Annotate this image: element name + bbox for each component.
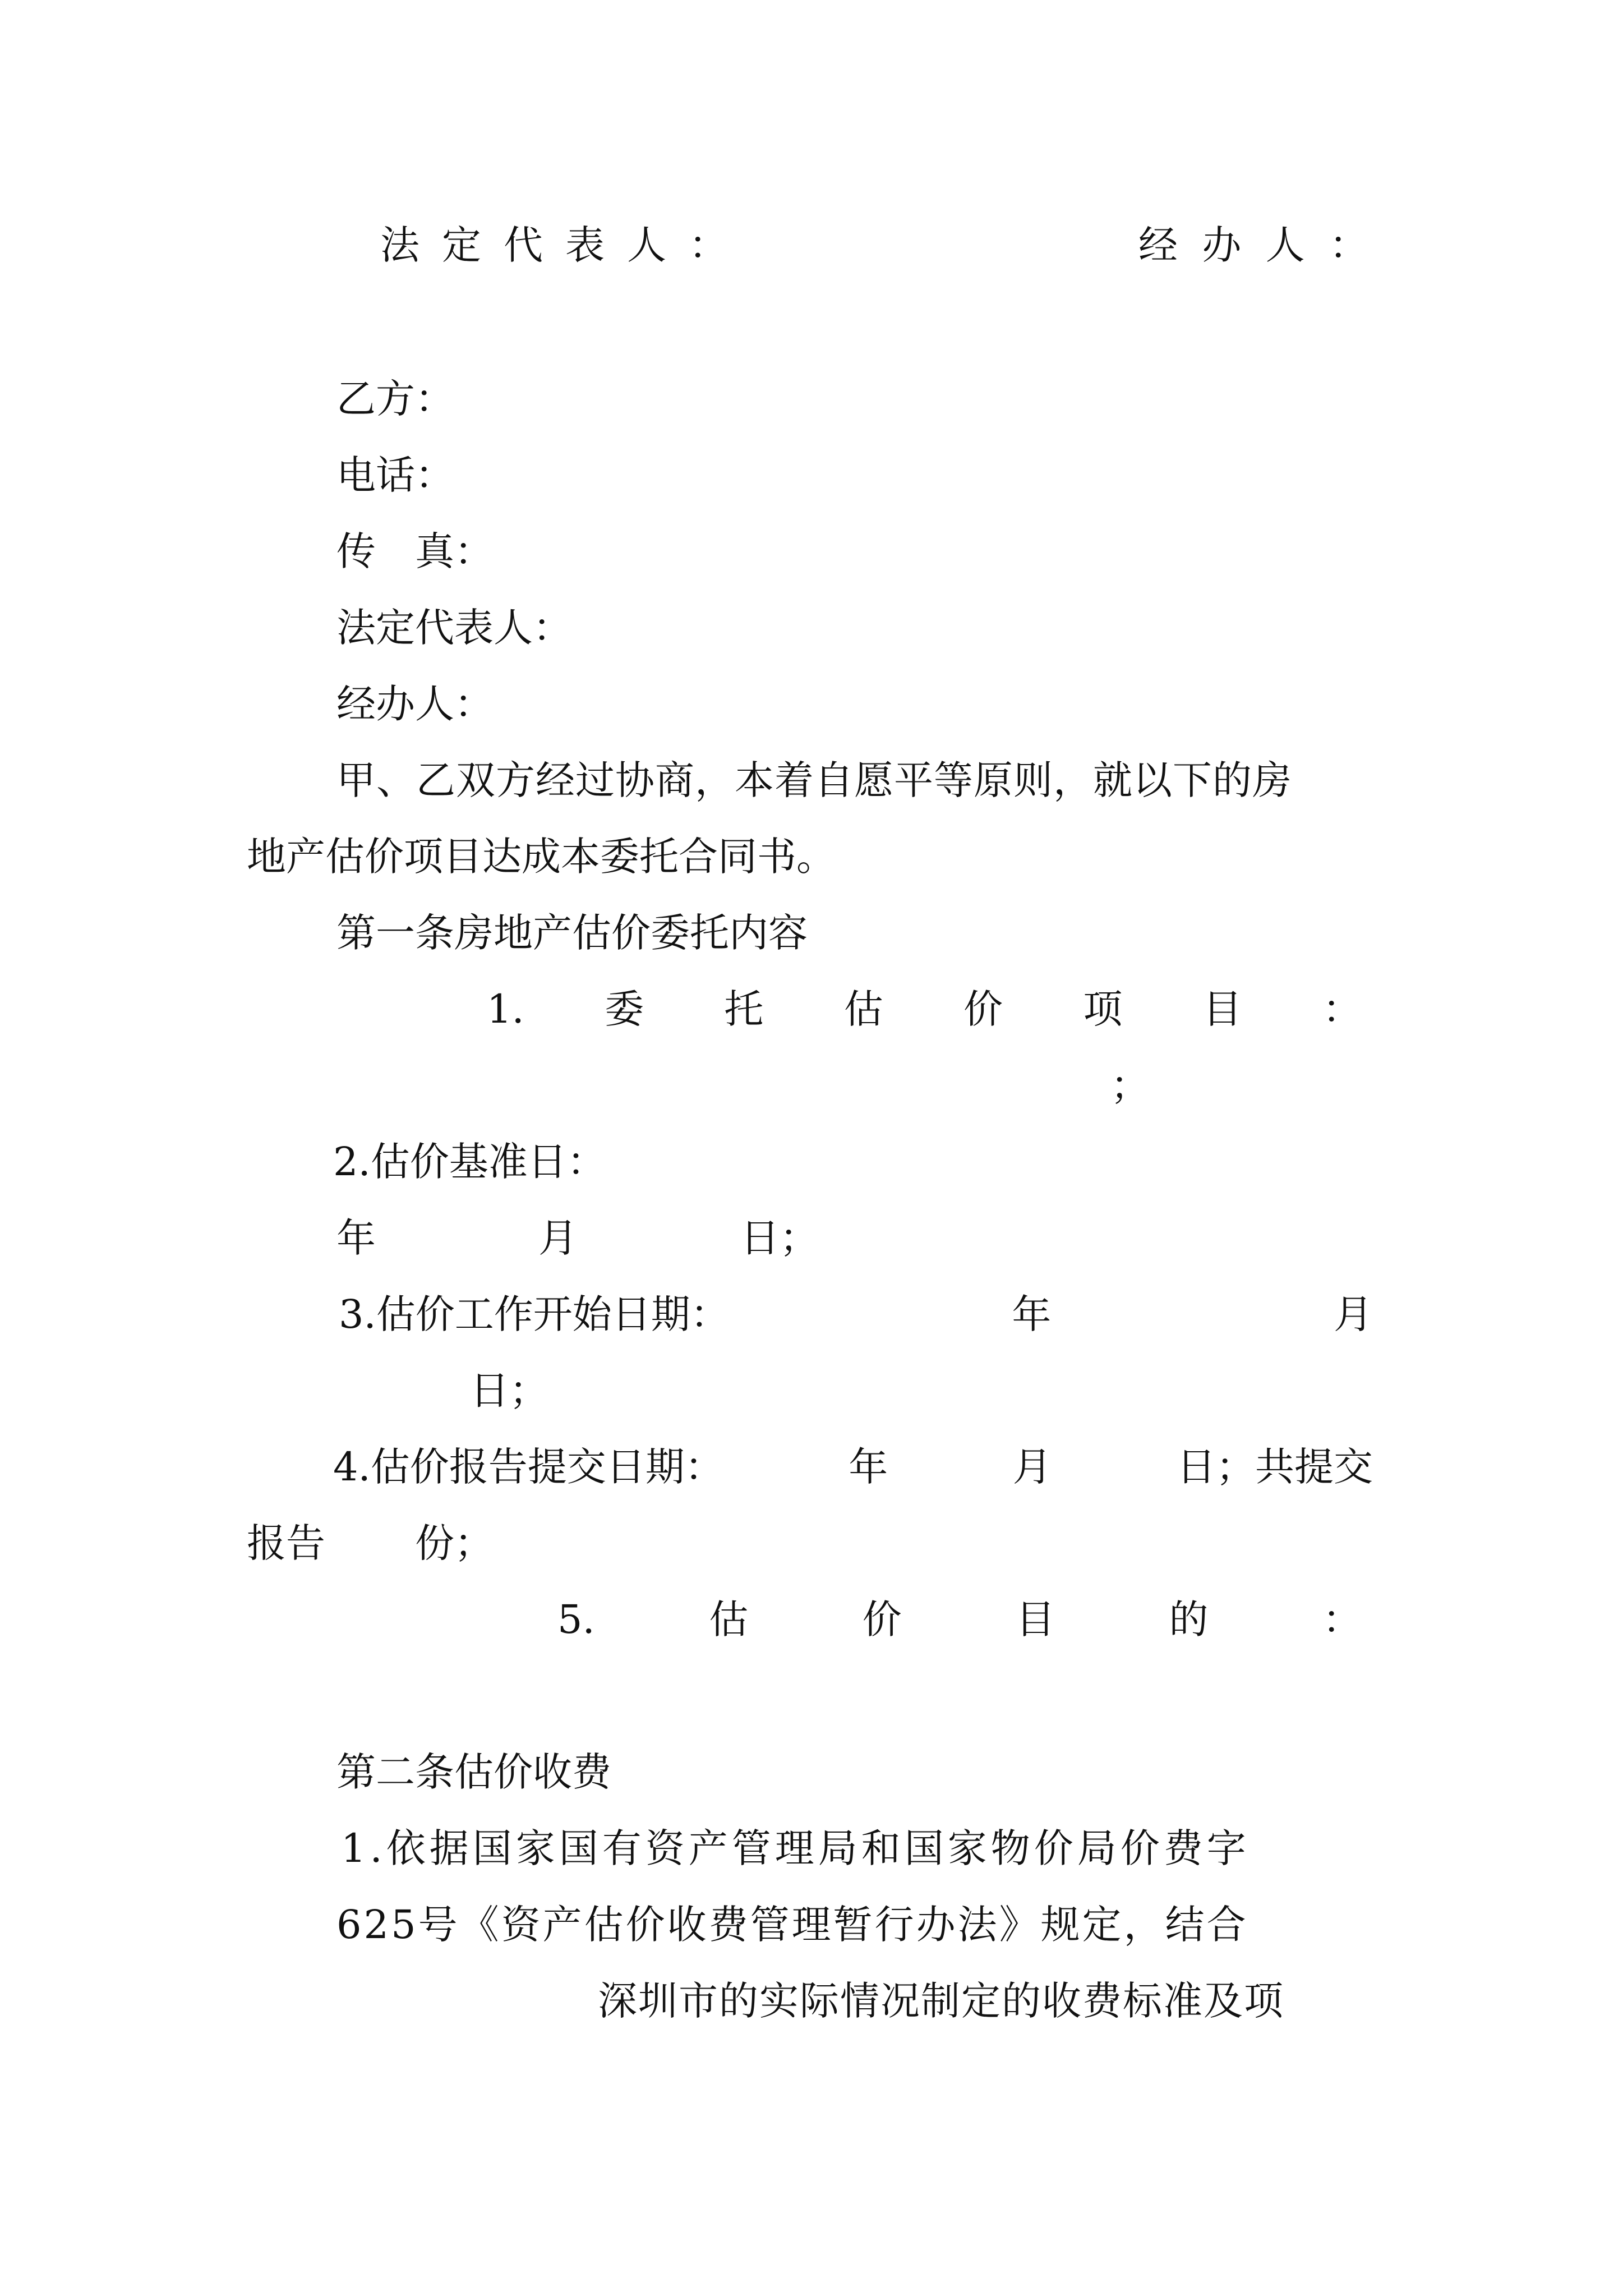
item-4-report: 报告 [247, 1520, 325, 1566]
party-b-label: 乙方： [336, 376, 454, 422]
article-1-item-4-line-2 [247, 1518, 494, 1568]
article-1-item-1-label [487, 984, 1362, 1034]
item-5-char-3: 价 [862, 1596, 902, 1642]
article-2-paragraph-line-2 [336, 1899, 1373, 1950]
item-5-char-4: 目 [1016, 1596, 1055, 1642]
item-2-month: 月 [538, 1215, 578, 1261]
item-5-char-5: 的 [1169, 1596, 1209, 1642]
legal-rep-char-2: 定 [442, 222, 481, 268]
article-2-line-2-text: 625号《资产估价收费管理暂行办法》规定，结合 [336, 1902, 1248, 1948]
item-3-year: 年 [1012, 1291, 1052, 1337]
legal-rep-char-1: 法 [380, 222, 419, 268]
item-5-char-1: 5. [557, 1596, 595, 1642]
item-1-char-5: 价 [963, 986, 1003, 1032]
intro-line-1: 甲、乙双方经过协商，本着自愿平等原则，就以下的房 [336, 757, 1292, 803]
item-3-month: 月 [1333, 1291, 1373, 1337]
article-2-paragraph-line-3: 深圳市的实际情况制定的收费标准及项 [598, 1978, 1284, 2024]
item-3-prefix: 3.估价工作开始日期： [339, 1291, 730, 1337]
item-5-char-2: 估 [709, 1596, 749, 1642]
party-b-fax-label: 传 真： [336, 528, 494, 574]
agent-signature-label [1138, 220, 1368, 270]
item-2-day: 日； [740, 1215, 819, 1261]
article-2-paragraph-line-1 [341, 1823, 1373, 1874]
legal-rep-char-3: 代 [504, 222, 543, 268]
article-1-item-1-end: ； [1110, 1062, 1150, 1108]
item-4-month: 月 [1012, 1444, 1052, 1490]
agent-char-4: ： [1329, 222, 1368, 268]
party-b-phone-label: 电话： [336, 452, 454, 498]
article-1-item-4-line-1 [333, 1442, 1373, 1492]
item-4-copies: 份； [415, 1520, 494, 1566]
item-2-year: 年 [336, 1215, 376, 1261]
item-1-char-7: 目 [1202, 986, 1242, 1032]
item-1-char-8: ： [1322, 986, 1362, 1032]
party-b-agent-label: 经办人： [336, 681, 494, 727]
item-4-prefix: 4.估价报告提交日期： [333, 1444, 724, 1490]
item-4-year: 年 [849, 1444, 888, 1490]
item-1-char-3: 托 [724, 986, 764, 1032]
article-1-item-2-label: 2.估价基准日： [333, 1139, 606, 1185]
article-1-item-2-date [336, 1213, 819, 1263]
article-1-title: 第一条房地产估价委托内容 [336, 910, 808, 956]
legal-rep-char-4: 表 [565, 222, 605, 268]
legal-rep-signature-label [380, 220, 728, 270]
item-1-char-1: 1. [487, 986, 524, 1032]
agent-char-1: 经 [1138, 222, 1178, 268]
article-1-item-3-label [339, 1289, 1373, 1340]
agent-char-3: 人 [1265, 222, 1305, 268]
item-1-char-4: 估 [843, 986, 883, 1032]
legal-rep-char-5: 人 [627, 222, 666, 268]
item-1-char-2: 委 [605, 986, 644, 1032]
article-1-item-3-end: 日； [470, 1368, 548, 1414]
article-2-title: 第二条估价收费 [336, 1749, 611, 1795]
item-4-day: 日；共提交 [1176, 1444, 1373, 1490]
intro-line-2: 地产估价项目达成本委托合同书。 [247, 834, 836, 880]
item-1-char-6: 项 [1083, 986, 1123, 1032]
article-2-line-1-text: 1.依据国家国有资产管理局和国家物价局价费字 [341, 1825, 1250, 1871]
item-5-char-6: ： [1322, 1596, 1362, 1642]
party-b-legal-rep-label: 法定代表人： [336, 605, 572, 651]
article-1-item-5-label [557, 1594, 1362, 1645]
legal-rep-char-6: ： [689, 222, 728, 268]
agent-char-2: 办 [1202, 222, 1242, 268]
